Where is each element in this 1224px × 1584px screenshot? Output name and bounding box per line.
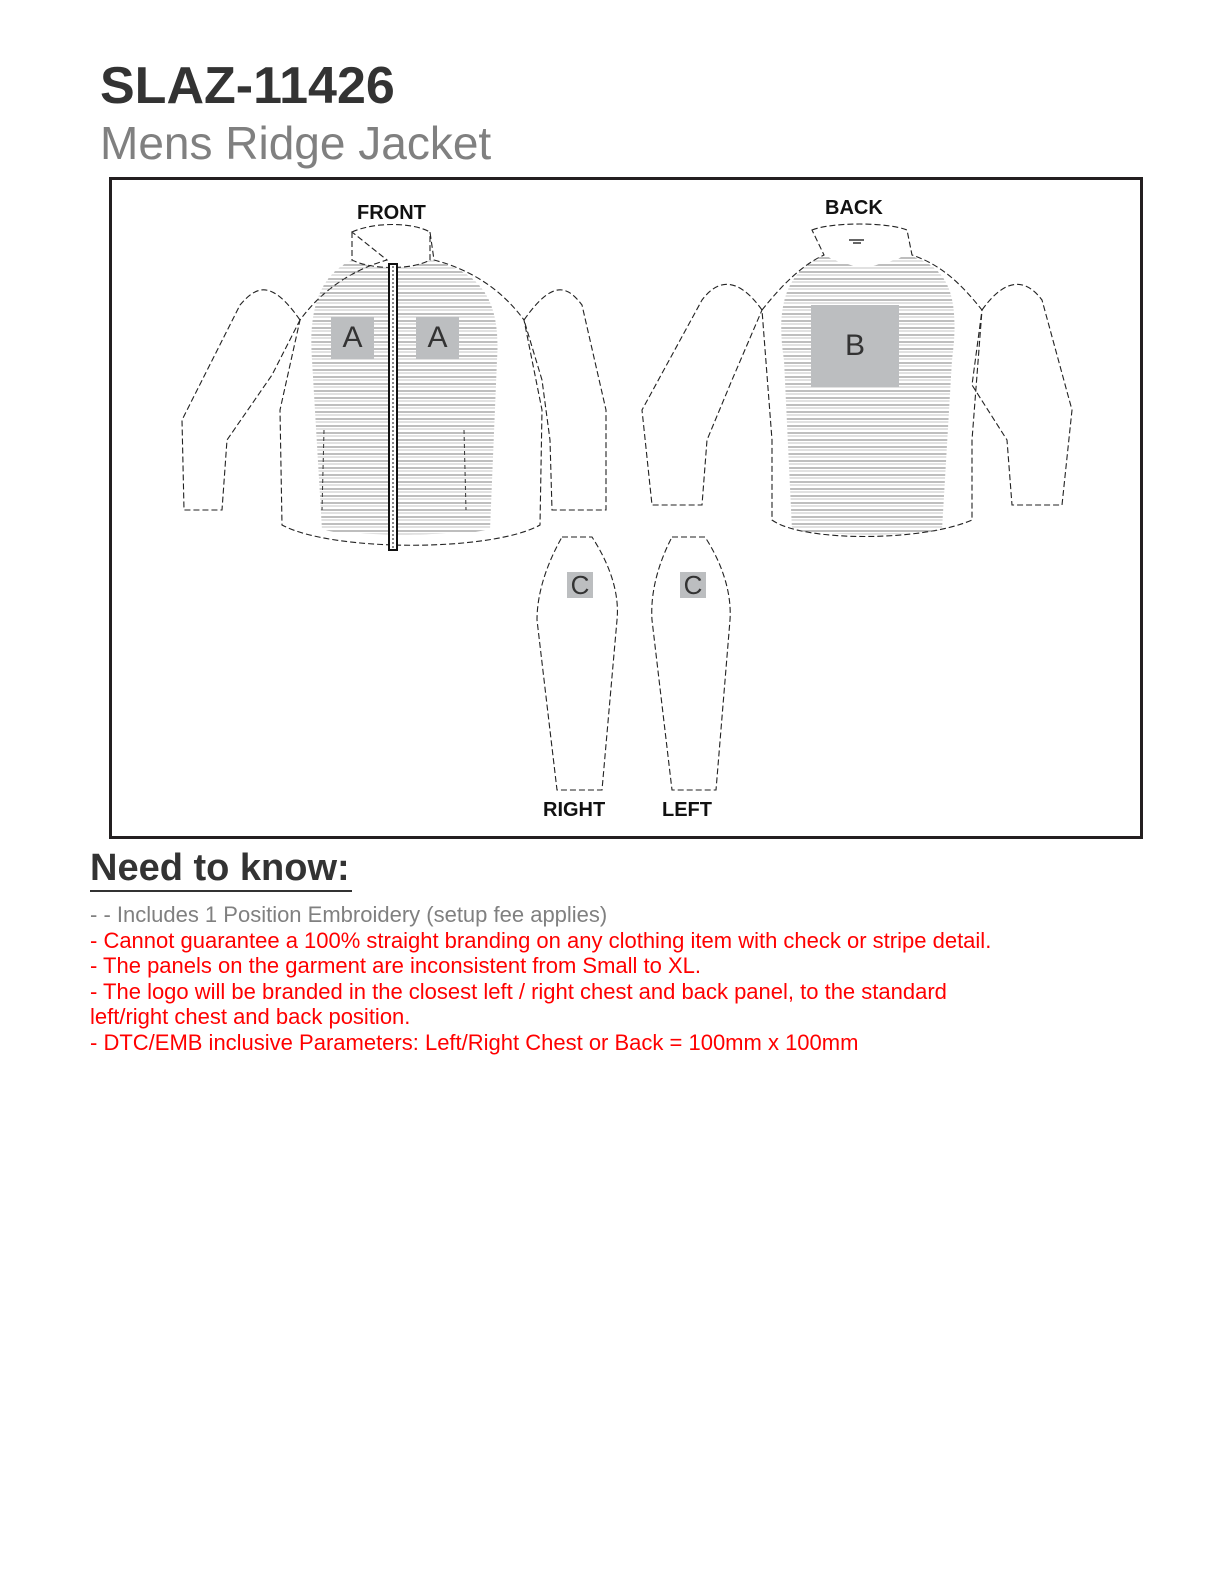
branding-zone-sleeve-left: C xyxy=(680,572,706,598)
product-name: Mens Ridge Jacket xyxy=(100,117,492,169)
notes-list xyxy=(90,902,1090,1056)
branding-zone-front-right: A xyxy=(416,317,459,359)
note-item: - DTC/EMB inclusive Parameters: Left/Right Chest or Back = 100mm x 100mm xyxy=(90,1029,859,1055)
front-collar xyxy=(352,232,430,268)
note-item: - The panels on the garment are inconsistent from Small to XL. xyxy=(90,953,702,979)
note-item: - The logo will be branded in the closest left / right chest and back panel, to the standard left/right chest and back position. xyxy=(90,978,947,1030)
left-view-label: LEFT xyxy=(662,799,712,821)
right-view-label: RIGHT xyxy=(543,799,606,821)
branding-zone-front-left: A xyxy=(331,317,374,359)
back-left-sleeve xyxy=(642,284,762,505)
need-to-know-heading: Need to know: xyxy=(90,846,352,892)
note-item: - Cannot guarantee a 100% straight branding on any clothing item with check or stripe detail. xyxy=(90,927,992,953)
branding-zone-sleeve-right: C xyxy=(567,572,593,598)
product-code: SLAZ-11426 xyxy=(100,57,395,115)
note-item: - - Includes 1 Position Embroidery (setup fee applies) xyxy=(90,902,608,927)
garment-diagram xyxy=(109,177,1143,839)
back-right-sleeve xyxy=(972,284,1072,505)
front-right-sleeve xyxy=(524,290,606,510)
branding-zone-back: B xyxy=(811,305,899,387)
front-view-label: FRONT xyxy=(357,202,426,224)
jacket-illustration xyxy=(112,180,1140,836)
back-view-label: BACK xyxy=(825,197,883,219)
